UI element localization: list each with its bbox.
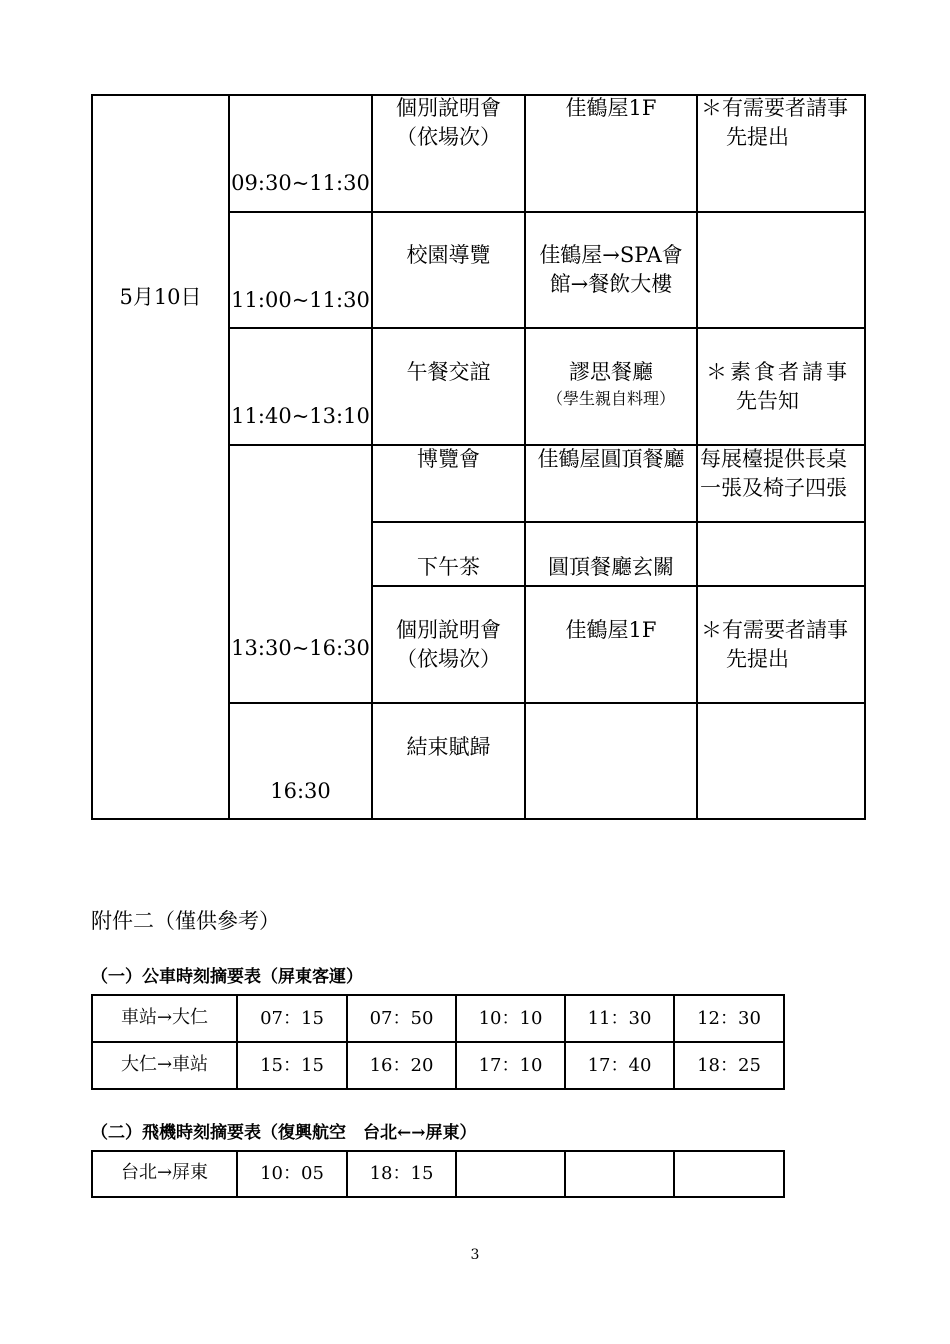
time-value: 17：10 [478,1055,543,1076]
time-cell: 11:40~13:10 [231,404,370,428]
time-value: 10：05 [260,1163,324,1184]
time-value: 17：40 [587,1055,652,1076]
time-value: 18：15 [369,1163,434,1184]
activity-cell: （依場次） [396,647,501,671]
schedule-date: 5月10日 [119,285,202,309]
note-cell: ＊有需要者請事 [701,618,848,642]
activity-cell: 校園導覽 [406,243,491,267]
time-cell: 16:30 [270,779,331,803]
route-label: 大仁→車站 [120,1054,209,1075]
location-cell: 館→餐飲大樓 [549,272,673,296]
activity-cell: 午餐交誼 [406,360,491,384]
time-value: 07：50 [369,1008,434,1029]
time-value: 15：15 [260,1055,324,1076]
location-cell: 謬思餐廳 [569,360,653,384]
time-value: 16：20 [369,1055,434,1076]
time-value: 12：30 [697,1008,761,1029]
time-cell: 11:00~11:30 [231,288,370,312]
time-value: 11：30 [587,1008,652,1029]
activity-cell: 個別說明會 [396,618,501,642]
activity-cell: 結束賦歸 [406,735,491,759]
location-cell: 佳鶴屋→SPA會 [539,243,683,267]
bus-heading: （一）公車時刻摘要表（屏東客運） [91,967,363,987]
note-cell: 先告知 [736,389,799,413]
flight-heading: （二）飛機時刻摘要表（復興航空 台北←→屏東） [91,1123,477,1143]
note-cell: 一張及椅子四張 [700,476,847,500]
activity-cell: 下午茶 [417,555,480,579]
note-cell: ＊素食者請事 [706,360,850,384]
location-cell: 佳鶴屋1F [565,618,657,642]
note-cell: 每展檯提供長桌 [700,447,847,471]
time-cell: 13:30~16:30 [231,636,370,660]
note-cell: ＊有需要者請事 [701,96,848,120]
activity-cell: （依場次） [396,125,501,149]
time-cell: 09:30~11:30 [231,171,370,195]
location-cell: 佳鶴屋1F [565,96,657,120]
activity-cell: 博覽會 [417,447,480,471]
route-label: 車站→大仁 [120,1007,209,1028]
time-value: 18：25 [697,1055,761,1076]
activity-cell: 個別說明會 [396,96,501,120]
time-value: 07：15 [260,1008,324,1029]
note-cell: 先提出 [726,647,789,671]
location-cell: （學生親自料理） [546,389,675,408]
note-cell: 先提出 [726,125,789,149]
location-cell: 佳鶴屋圓頂餐廳 [537,447,685,471]
appendix-title: 附件二（僅供參考） [91,909,280,933]
page-number: 3 [470,1247,480,1263]
route-label: 台北→屏東 [120,1162,209,1183]
time-value: 10：10 [478,1008,543,1029]
location-cell: 圓頂餐廳玄關 [548,555,674,579]
